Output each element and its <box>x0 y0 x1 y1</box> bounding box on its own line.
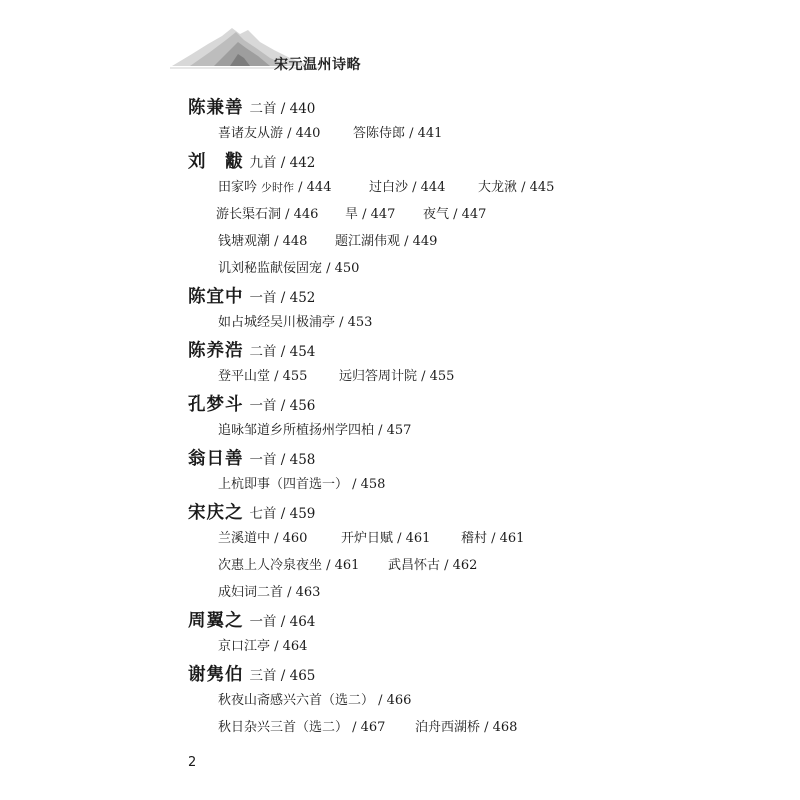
poem-entry: 喜诸友从游 / 440 <box>218 126 321 141</box>
author-name: 谢隽伯 <box>188 665 244 685</box>
poem-entry: 夜气 / 447 <box>423 207 487 222</box>
poem-count: 七首 / 459 <box>249 506 316 522</box>
poem-entry: 大龙湫 / 445 <box>478 180 555 195</box>
author-entry <box>188 391 315 416</box>
poem-entry: 武昌怀古 / 462 <box>388 558 478 573</box>
poem-entry: 稽村 / 461 <box>461 531 525 546</box>
author-name: 孔梦斗 <box>188 395 244 415</box>
poem-entry: 上杭即事（四首选一） / 458 <box>218 477 386 492</box>
author-entry <box>188 148 315 173</box>
poem-entry: 京口江亭 / 464 <box>218 639 308 654</box>
poem-entry: 远归答周计院 / 455 <box>339 369 455 384</box>
poem-entry: 游长渠石洞 / 446 <box>216 207 319 222</box>
author-entry <box>188 94 315 119</box>
page-number: 2 <box>188 755 197 770</box>
poem-count: 二首 / 454 <box>249 344 316 360</box>
author-entry <box>188 607 315 632</box>
poem-entry: 登平山堂 / 455 <box>218 369 308 384</box>
poem-title: 田家吟 <box>218 180 258 195</box>
poem-count: 一首 / 464 <box>249 614 316 630</box>
poem-entry: 兰溪道中 / 460 <box>218 531 308 546</box>
author-name: 周翼之 <box>188 611 244 631</box>
poem-count: 三首 / 465 <box>249 668 316 684</box>
author-name: 陈兼善 <box>188 98 244 118</box>
poem-entry: 秋日杂兴三首（选二） / 467 <box>218 720 386 735</box>
author-entry <box>188 499 315 524</box>
poem-entry: 如占城经吴川极浦亭 / 453 <box>218 315 373 330</box>
poem-entry: 秋夜山斋感兴六首（选二） / 466 <box>218 693 412 708</box>
poem-entry: 次惠上人冷泉夜坐 / 461 <box>218 558 360 573</box>
running-header <box>170 14 390 76</box>
author-name: 宋庆之 <box>188 503 244 523</box>
poem-entry: 题江湖伟观 / 449 <box>335 234 438 249</box>
poem-entry: 讥刘秘监献佞固宠 / 450 <box>218 261 360 276</box>
poem-entry: 钱塘观潮 / 448 <box>218 234 308 249</box>
running-header-title: 宋元温州诗略 <box>274 57 361 73</box>
poem-count: 九首 / 442 <box>249 155 316 171</box>
poem-count: 一首 / 456 <box>249 398 316 414</box>
poem-entry: 泊舟西湖桥 / 468 <box>415 720 518 735</box>
poem-entry: 过白沙 / 444 <box>369 180 446 195</box>
poem-count: 一首 / 452 <box>249 290 316 306</box>
author-entry <box>188 283 315 308</box>
poem-entry: 成妇词二首 / 463 <box>218 585 321 600</box>
poem-entry <box>218 176 331 195</box>
poem-entry: 开炉日赋 / 461 <box>341 531 431 546</box>
author-name: 陈宜中 <box>188 287 244 307</box>
author-name: 翁日善 <box>188 449 244 469</box>
author-entry <box>188 445 315 470</box>
author-entry <box>188 337 315 362</box>
author-entry <box>188 661 315 686</box>
poem-note: 少时作 <box>261 181 295 194</box>
poem-entry: 追咏邹道乡所植扬州学四柏 / 457 <box>218 423 412 438</box>
poem-count: 二首 / 440 <box>249 101 316 117</box>
author-name: 刘 黻 <box>188 152 244 172</box>
poem-entry: 答陈侍郎 / 441 <box>353 126 443 141</box>
poem-page: / 444 <box>294 180 332 195</box>
poem-count: 一首 / 458 <box>249 452 316 468</box>
poem-entry: 旱 / 447 <box>345 207 396 222</box>
author-name: 陈养浩 <box>188 341 244 361</box>
